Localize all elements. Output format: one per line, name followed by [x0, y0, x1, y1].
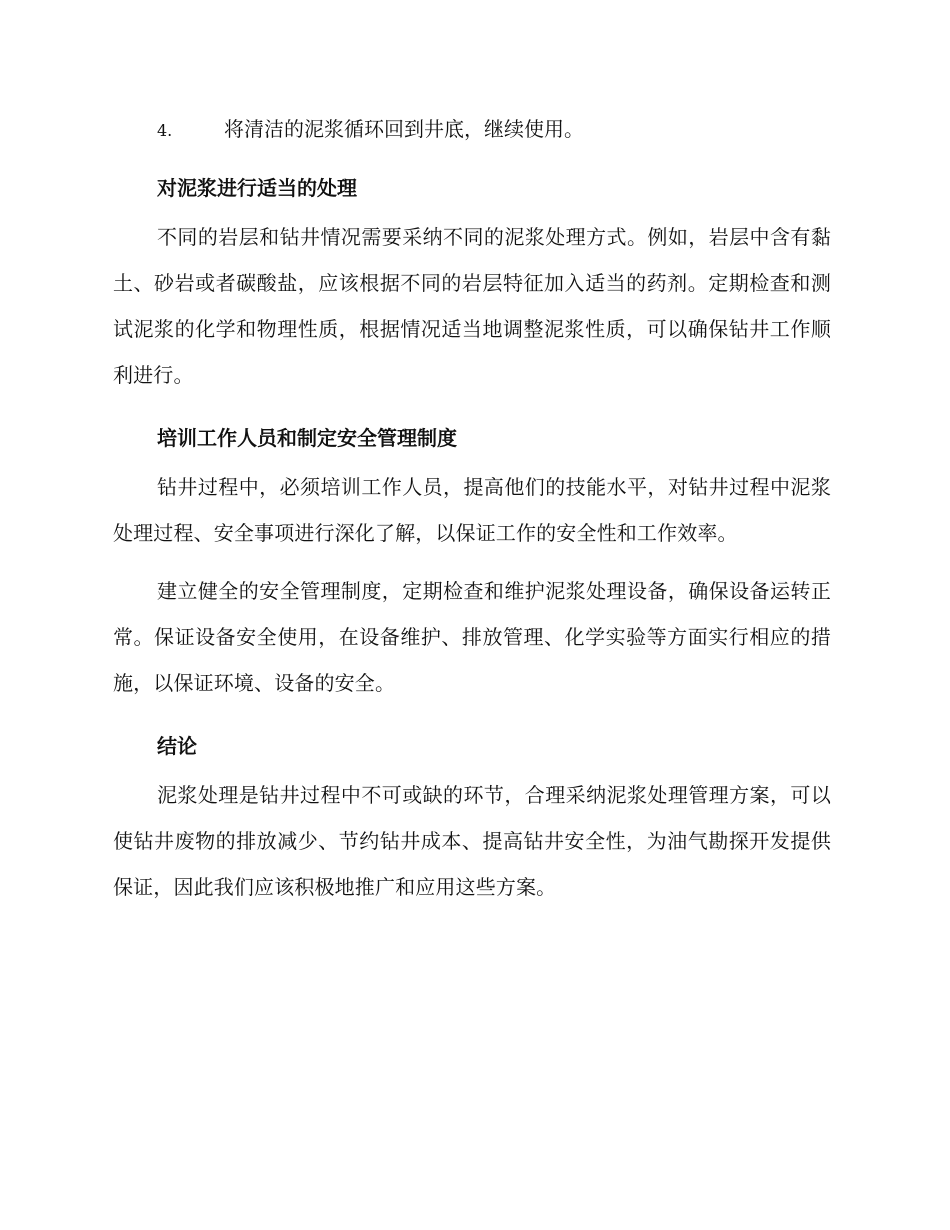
section-heading-conclusion: 结论 — [157, 734, 197, 758]
list-number: 4. — [157, 121, 173, 140]
list-item-text: 将清洁的泥浆循环回到井底，继续使用。 — [224, 117, 584, 141]
paragraph-training-1: 钻井过程中，必须培训工作人员，提高他们的技能水平，对钻井过程中泥浆处理过程、安全事项进行深化了解，以保证工作的安全性和工作效率。 — [113, 475, 831, 545]
section-heading-training: 培训工作人员和制定安全管理制度 — [157, 426, 457, 450]
paragraph-conclusion: 泥浆处理是钻井过程中不可或缺的环节，合理采纳泥浆处理管理方案，可以使钻井废物的排放减少、节约钻井成本、提高钻井安全性，为油气勘探开发提供保证，因此我们应该积极地推广和应用这些方案。 — [113, 783, 831, 899]
paragraph-treatment: 不同的岩层和钻井情况需要采纳不同的泥浆处理方式。例如，岩层中含有黏土、砂岩或者碳酸盐，应该根据不同的岩层特征加入适当的药剂。定期检查和测试泥浆的化学和物理性质，根据情况适当地调整泥浆性质，可以确保钻井工作顺利进行。 — [113, 225, 831, 387]
document-page — [113, 112, 831, 910]
list-item — [113, 112, 831, 148]
paragraph-training-2: 建立健全的安全管理制度，定期检查和维护泥浆处理设备，确保设备运转正常。保证设备安全使用，在设备维护、排放管理、化学实验等方面实行相应的措施，以保证环境、设备的安全。 — [113, 579, 831, 695]
section-heading-treatment: 对泥浆进行适当的处理 — [157, 176, 357, 200]
